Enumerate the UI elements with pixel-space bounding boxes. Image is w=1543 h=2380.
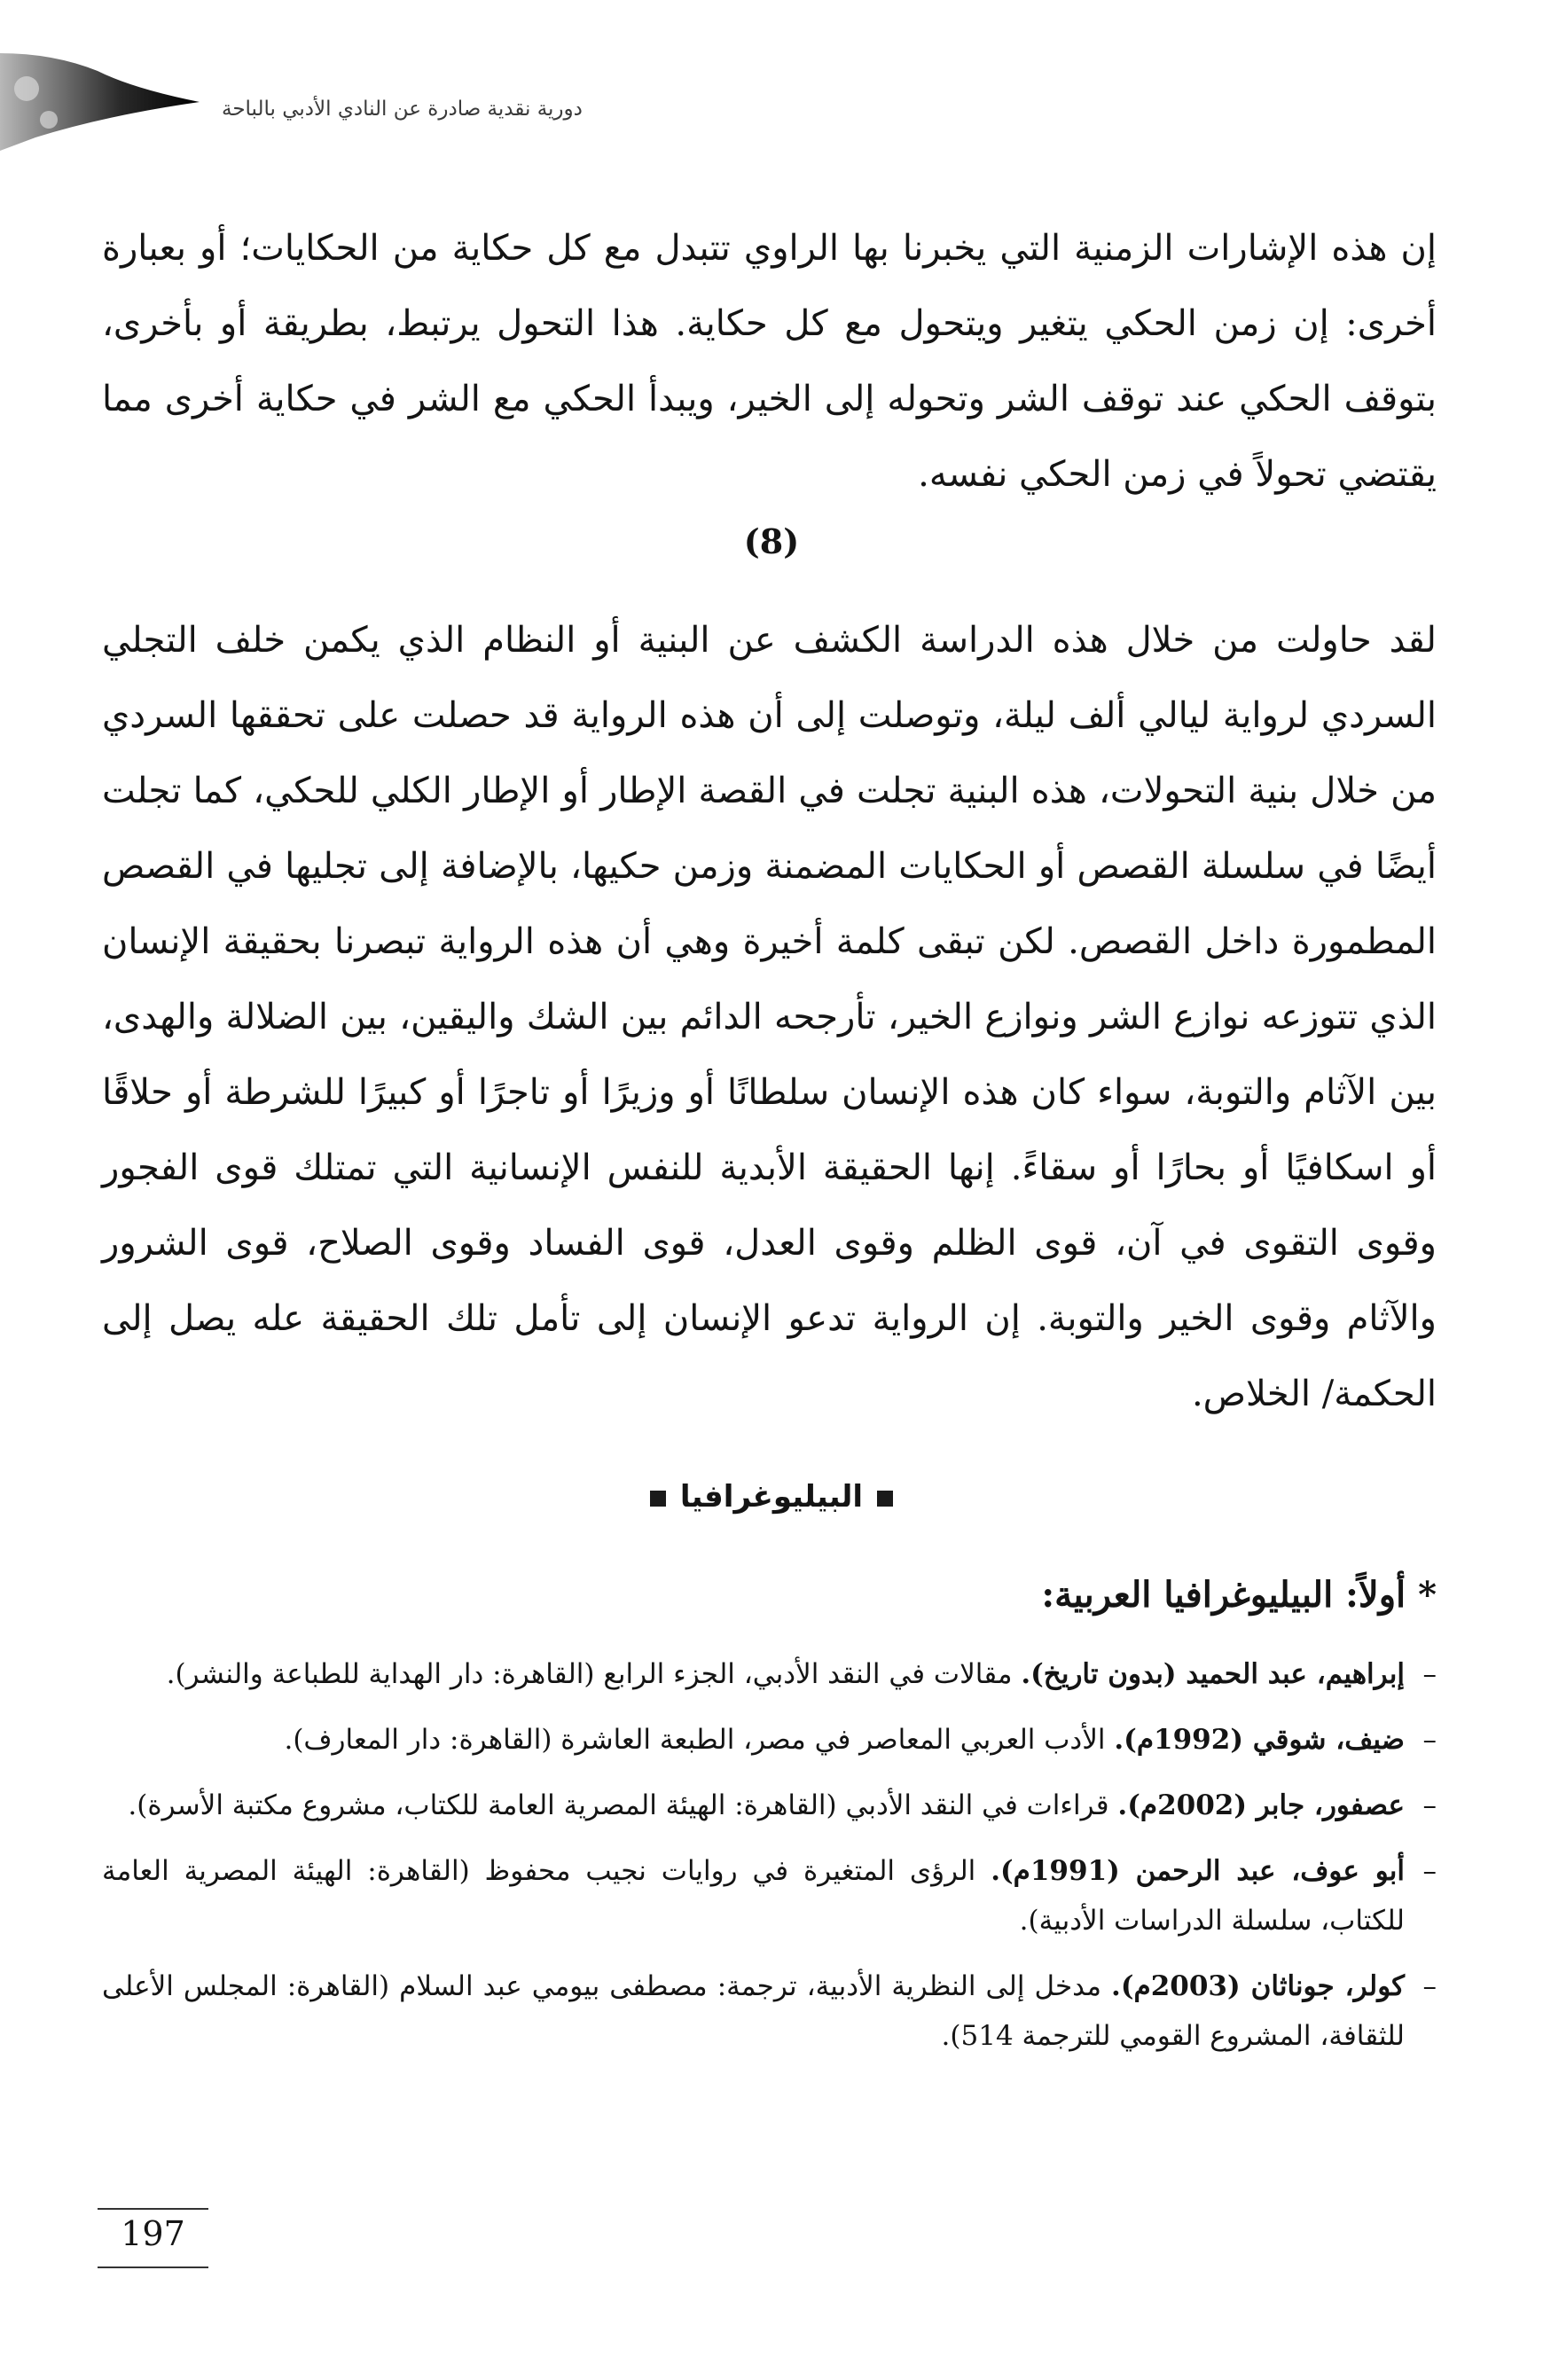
reference-author: عصفور، جابر (2002م). (1117, 1789, 1405, 1821)
footer-divider (98, 2266, 208, 2268)
reference-details: مدخل إلى النظرية الأدبية، ترجمة: مصطفى بيومي عبد السلام (القاهرة: المجلس الأعلى للثقافة، المشروع القومي للترجمة 514). (102, 1970, 1405, 2052)
section-number: (8) (743, 521, 800, 561)
reference-item (102, 1649, 1437, 1699)
reference-author: كولر، جوناثان (2003م). (1111, 1970, 1406, 2002)
page-number: 197 (121, 2214, 185, 2253)
paragraph-1: إن هذه الإشارات الزمنية التي يخبرنا بها الراوي تتبدل مع كل حكاية من الحكايات؛ أو بعبارة أخرى: إن زمن الحكي يتغير ويتحول مع كل حكاية. هذا التحول يرتبط، بطريقة أو بأخرى، بتوقف الحكي عند توقف الشر وتحوله إلى الخير، ويبدأ الحكي مع الشر في حكاية أخرى مما يقتضي تحولاً في زمن الحكي نفسه. (102, 228, 1437, 495)
reference-author: أبو عوف، عبد الرحمن (1991م). (991, 1855, 1406, 1887)
reference-details: قراءات في النقد الأدبي (القاهرة: الهيئة المصرية العامة للكتاب، مشروع مكتبة الأسرة). (128, 1789, 1109, 1821)
reference-item (102, 1715, 1437, 1765)
reference-author: ضيف، شوقي (1992م). (1114, 1724, 1405, 1756)
square-bullet-icon (877, 1491, 893, 1507)
reference-author: إبراهيم، عبد الحميد (بدون تاريخ). (1021, 1658, 1405, 1690)
reference-item (102, 1781, 1437, 1830)
journal-header-title: دورية نقدية صادرة عن النادي الأدبي بالباحة (222, 98, 583, 121)
footer-divider (98, 2208, 208, 2210)
header-decoration-icon (0, 53, 204, 151)
bibliography-heading-label: البيليوغرافيا (679, 1479, 864, 1515)
bibliography-heading (0, 1479, 1543, 1515)
paragraph-2: لقد حاولت من خلال هذه الدراسة الكشف عن البنية أو النظام الذي يكمن خلف التجلي السردي لرواية ليالي ألف ليلة، وتوصلت إلى أن هذه الرواية قد حصلت على تحققها السردي من خلال بنية التحولات، هذه البنية تجلت في القصة الإطار أو الإطار الكلي للحكي، كما تجلت أيضًا في سلسلة القصص أو الحكايات المضمنة وزمن حكيها، بالإضافة إلى تجليها في القصص المطمورة داخل القصص. لكن تبقى كلمة أخيرة وهي أن هذه الرواية تبصرنا بحقيقة الإنسان الذي تتوزعه نوازع الشر ونوازع الخير، تأرجحه الدائم بين الشك واليقين، بين الضلالة والهدى، بين الآثام والتوبة، سواء كان هذه الإنسان سلطانًا أو وزيرًا أو تاجرًا أو كبيرًا للشرطة أو حلاقًا أو اسكافيًا أو بحارًا أو سقاءً. إنها الحقيقة الأبدية للنفس الإنسانية التي تمتلك قوى الفجور وقوى التقوى في آن، قوى الظلم وقوى العدل، قوى الفساد وقوى الصلاح، قوى الشرور والآثام وقوى الخير والتوبة. إن الرواية تدعو الإنسان إلى تأمل تلك الحقيقة عله يصل إلى الحكمة/ الخلاص. (102, 620, 1437, 1414)
reference-details: مقالات في النقد الأدبي، الجزء الرابع (القاهرة: دار الهداية للطباعة والنشر). (166, 1658, 1013, 1690)
arabic-bibliography-subheading: * أولاً: البيليوغرافيا العربية: (1041, 1574, 1437, 1616)
reference-details: الرؤى المتغيرة في روايات نجيب محفوظ (القاهرة: الهيئة المصرية العامة للكتاب، سلسلة الدراسات الأدبية). (102, 1855, 1405, 1937)
reference-list (102, 1649, 1437, 2077)
square-bullet-icon (650, 1491, 666, 1507)
reference-details: الأدب العربي المعاصر في مصر، الطبعة العاشرة (القاهرة: دار المعارف). (284, 1724, 1106, 1756)
reference-item (102, 1961, 1437, 2061)
reference-item (102, 1846, 1437, 1945)
